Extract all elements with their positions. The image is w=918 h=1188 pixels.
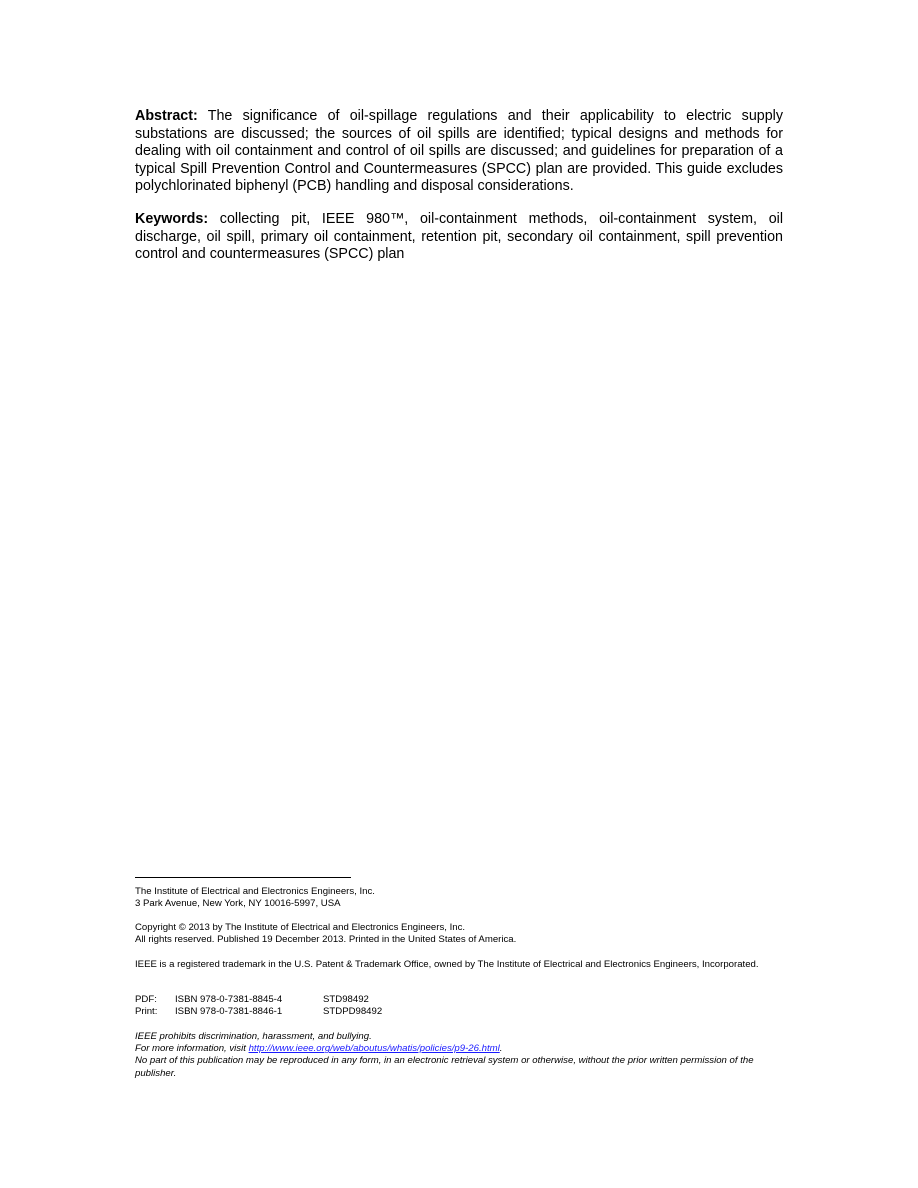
- abstract-text: The significance of oil-spillage regulations and their applicability to electric supply substations are discussed; the sources of oil spills are identified; typical designs and methods for dealing with oil containment and control of oil spills are discussed; and guidelines for preparation of a typical Spill Prevention Control and Countermeasures (SPCC) plan are provided. This guide excludes polychlorinated biphenyl (PCB) handling and disposal considerations.: [135, 108, 783, 195]
- publisher-block: [135, 886, 795, 910]
- isbn-product-code: STDPD98492: [323, 1006, 383, 1018]
- isbn-number: ISBN 978-0-7381-8845-4: [175, 994, 283, 1005]
- policy-line: IEEE prohibits discrimination, harassment, and bullying.: [135, 1031, 372, 1042]
- copyright-line: Copyright © 2013 by The Institute of Electrical and Electronics Engineers, Inc.: [135, 922, 466, 933]
- abstract-label: Abstract:: [135, 108, 198, 124]
- info-suffix: .: [499, 1043, 503, 1055]
- isbn-format: Print:: [135, 1006, 158, 1018]
- reproduction-notice: No part of this publication may be reproduced in any form, in an electronic retrieval system or otherwise, without the prior written permission of the publisher.: [135, 1055, 754, 1079]
- isbn-number: ISBN 978-0-7381-8846-1: [175, 1006, 283, 1018]
- abstract-paragraph: [135, 108, 783, 196]
- isbn-row-pdf: [135, 994, 795, 1006]
- publisher-address: 3 Park Avenue, New York, NY 10016-5997, USA: [135, 898, 341, 910]
- isbn-product-code: STD98492: [323, 994, 369, 1005]
- trademark-notice: IEEE is a registered trademark in the U.S. Patent & Trademark Office, owned by The Institute of Electrical and Electronics Engineers, Incorporated.: [135, 959, 759, 970]
- keywords-label: Keywords:: [135, 211, 209, 227]
- keywords-text: collecting pit, IEEE 980™, oil-containment methods, oil-containment system, oil discharge, oil spill, primary oil containment, retention pit, secondary oil containment, spill prevention control and countermeasures (SPCC) plan: [135, 211, 783, 263]
- rights-line: All rights reserved. Published 19 December 2013. Printed in the United States of America.: [135, 934, 517, 946]
- isbn-block: [135, 994, 795, 1018]
- policy-link[interactable]: http://www.ieee.org/web/aboutus/whatis/policies/p9-26.html: [248, 1043, 500, 1055]
- isbn-row-print: [135, 1006, 795, 1018]
- copyright-block: [135, 922, 795, 946]
- publisher-name: The Institute of Electrical and Electronics Engineers, Inc.: [135, 886, 375, 897]
- policy-notice: [135, 1031, 795, 1080]
- info-prefix: For more information, visit: [135, 1043, 249, 1055]
- footer-divider: [135, 877, 351, 878]
- keywords-paragraph: [135, 211, 783, 264]
- isbn-format: PDF:: [135, 994, 157, 1005]
